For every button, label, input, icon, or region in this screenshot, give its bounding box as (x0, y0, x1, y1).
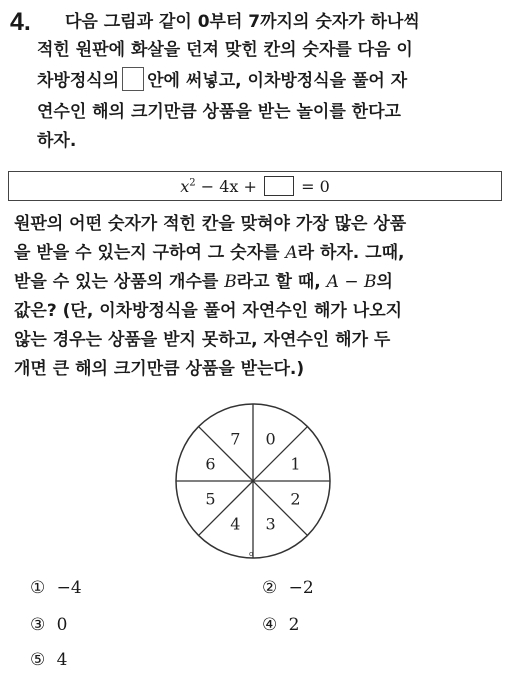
equation-variable: x (180, 177, 190, 196)
blank-box (122, 67, 144, 91)
choice-2-mark: ② (262, 578, 278, 598)
problem-number: 4. (10, 8, 31, 36)
question-line-2 (14, 239, 405, 267)
equation-middle: − 4x + (200, 177, 257, 196)
wheel-number-1: 1 (290, 454, 301, 474)
choice-4-value: 2 (288, 615, 300, 635)
variable-b: B (224, 272, 237, 292)
wheel-number-7: 7 (230, 429, 241, 449)
question-line-6: 개면 큰 해의 크기만큼 상품을 받는다.) (14, 359, 305, 379)
wheel-number-5: 5 (205, 489, 216, 509)
question-line-5: 않는 경우는 상품을 받지 못하고, 자연수인 해가 두 (14, 330, 391, 350)
choice-1[interactable] (30, 578, 82, 598)
choice-3[interactable] (30, 615, 67, 635)
question-line-2-start: 을 받을 수 있는지 구하여 그 숫자를 (14, 243, 280, 263)
choice-3-mark: ③ (30, 615, 46, 635)
question-line-3-end: 의 (376, 272, 393, 292)
choice-2-value: −2 (288, 578, 314, 598)
wheel-number-6: 6 (205, 454, 216, 474)
choice-1-mark: ① (30, 578, 46, 598)
number-wheel (160, 397, 340, 567)
question-line-4: 값은? (단, 이차방정식을 풀어 자연수인 해가 나오지 (14, 301, 403, 321)
question-line-3-mid: 라고 할 때, (236, 272, 321, 292)
intro-line-1: 다음 그림과 같이 0부터 7까지의 숫자가 하나씩 (65, 12, 420, 32)
choice-5-value: 4 (56, 650, 68, 670)
choice-2[interactable] (262, 578, 314, 598)
intro-line-5: 하자. (37, 131, 77, 151)
equation-box (8, 171, 502, 201)
equation (9, 176, 501, 196)
intro-line-4: 연수인 해의 크기만큼 상품을 받는 놀이를 한다고 (37, 102, 401, 122)
question-line-3 (14, 268, 393, 296)
wheel-number-2: 2 (290, 489, 301, 509)
equation-blank-box (264, 176, 294, 196)
wheel-number-0: 0 (265, 429, 276, 449)
intro-line-3 (37, 67, 407, 95)
intro-line-3-start: 차방정식의 (37, 71, 120, 91)
choice-3-value: 0 (56, 615, 68, 635)
expression-a-minus-b: A − B (326, 272, 377, 292)
wheel-number-3: 3 (265, 514, 276, 534)
variable-a: A (285, 243, 298, 263)
question-line-3-start: 받을 수 있는 상품의 개수를 (14, 272, 219, 292)
equation-rhs: = 0 (301, 177, 330, 196)
wheel-center-mark: o (249, 550, 254, 558)
question-line-1: 원판의 어떤 숫자가 적힌 칸을 맞혀야 가장 많은 상품 (14, 214, 407, 234)
question-line-2-end: 라 하자. 그때, (297, 243, 405, 263)
wheel-dividers (176, 404, 330, 558)
choice-5[interactable] (30, 650, 67, 670)
choice-5-mark: ⑤ (30, 650, 46, 670)
intro-line-2: 적힌 원판에 화살을 던져 맞힌 칸의 숫자를 다음 이 (37, 40, 413, 60)
choice-4[interactable] (262, 615, 299, 635)
intro-line-3-end: 안에 써넣고, 이차방정식을 풀어 자 (147, 71, 408, 91)
equation-exponent: 2 (189, 177, 196, 189)
choice-1-value: −4 (56, 578, 82, 598)
choice-4-mark: ④ (262, 615, 278, 635)
wheel-number-4: 4 (230, 514, 241, 534)
